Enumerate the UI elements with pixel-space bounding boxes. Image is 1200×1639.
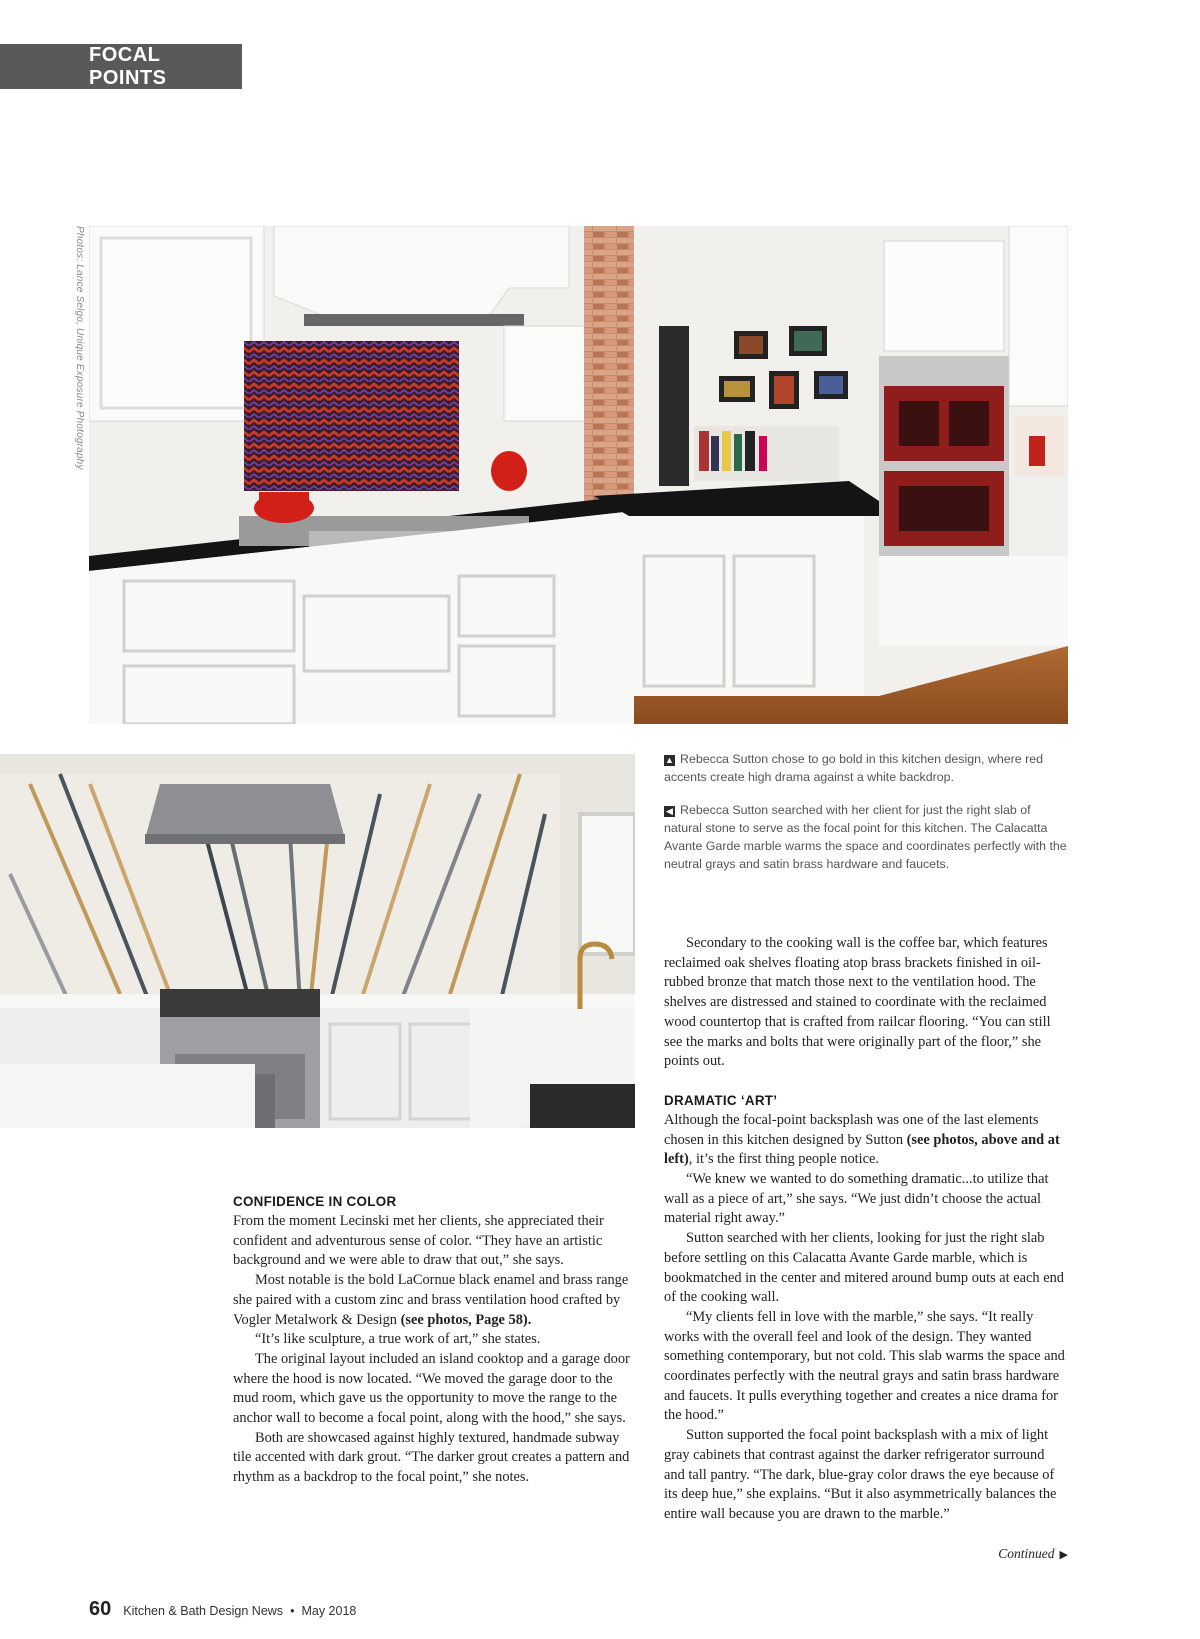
section-tab bbox=[0, 44, 242, 89]
subhead-confidence-in-color: CONFIDENCE IN COLOR bbox=[233, 1194, 397, 1209]
article-column-left bbox=[233, 1192, 631, 1488]
paragraph-text: , it’s the first thing people notice. bbox=[688, 1151, 880, 1168]
paragraph: “My clients fell in love with the marble,” she says. “It really works with the overall feel and look of the design. They wanted something contemporary, but not cold. This slab warms the space and coordinates perfectly with the neutral grays and satin brass hardware and faucets. It pulls everything together and creates a nice drama for the hood.” bbox=[664, 1308, 1065, 1424]
continued-link[interactable] bbox=[998, 1546, 1068, 1562]
publication-name: Kitchen & Bath Design News bbox=[123, 1604, 284, 1618]
paragraph bbox=[233, 1271, 631, 1330]
paragraph: From the moment Lecinski met her clients, she appreciated their confident and adventurous sense of color. “They have an artistic background and we were able to draw that out,” she says. bbox=[233, 1213, 604, 1269]
photo-captions bbox=[664, 750, 1068, 888]
paragraph: Sutton searched with her clients, looking for just the right slab before settling on this Calacatta Avante Garde marble, which is bookmatched in the center and mitered around bump outs at each end of the cooking wall. bbox=[664, 1230, 1065, 1306]
caption-top-photo bbox=[664, 750, 1068, 786]
kitchen-photo-red-accents-image bbox=[89, 226, 1068, 724]
up-arrow-icon: ▲ bbox=[665, 755, 674, 765]
issue-date: May 2018 bbox=[301, 1604, 357, 1618]
footer-separator: • bbox=[290, 1604, 295, 1618]
kitchen-photo-marble-image bbox=[0, 754, 635, 1128]
article-column-right bbox=[664, 934, 1068, 1525]
right-triangle-icon: ▶ bbox=[1059, 1549, 1068, 1561]
paragraph-text: Although the focal-point backsplash was one of the last elements chosen in this kitchen designed by Sutton bbox=[664, 1111, 1039, 1148]
photo-credit: Photos: Lance Selgo, Unique Exposure Photography bbox=[74, 226, 85, 470]
paragraph: “We knew we wanted to do something dramatic...to utilize that wall as a piece of art,” she says. “We just didn’t choose the actual material right away.” bbox=[664, 1171, 1049, 1227]
subhead-dramatic-art: DRAMATIC ‘ART’ bbox=[664, 1092, 778, 1108]
page-footer bbox=[89, 1598, 356, 1621]
caption-left-photo bbox=[664, 801, 1068, 873]
caption-text: Rebecca Sutton searched with her client for just the right slab of natural stone to serve as the focal point for this kitchen. The Calacatta Avante Garde marble warms the space and coordinates perfectly with the neutral grays and satin brass hardware and faucets. bbox=[664, 803, 1067, 871]
photo-reference: (see photos, Page 58). bbox=[400, 1311, 532, 1328]
paragraph: The original layout included an island cooktop and a garage door where the hood is now located. “We moved the garage door to the mud room, which gave us the opportunity to move the range to the anchor wall to become a focal point, along with the hood,” she says. bbox=[233, 1350, 630, 1427]
continued-label: Continued bbox=[998, 1546, 1055, 1561]
section-title: FOCAL POINTS bbox=[89, 43, 167, 89]
kitchen-photo-red-accents bbox=[89, 226, 1068, 724]
paragraph bbox=[664, 1111, 1068, 1170]
photo-reference: (see photos, above and at left) bbox=[664, 1131, 1060, 1168]
kitchen-photo-marble bbox=[0, 754, 635, 1128]
paragraph: “It’s like sculpture, a true work of art,” she states. bbox=[255, 1331, 541, 1348]
paragraph: Secondary to the cooking wall is the coffee bar, which features reclaimed oak shelves floating atop brass brackets finished in oil-rubbed bronze that match those next to the ventilation hood. The shelves are distressed and stained to coordinate with the reclaimed wood countertop that is crafted from railcar flooring. “You can still see the marks and bolts that were originally part of the floor,” she points out. bbox=[664, 935, 1051, 1070]
caption-text: Rebecca Sutton chose to go bold in this kitchen design, where red accents create high drama against a white backdrop. bbox=[664, 752, 1043, 784]
paragraph-gap bbox=[664, 1072, 1068, 1091]
paragraph: Both are showcased against highly textured, handmade subway tile accented with dark grout. “The darker grout creates a pattern and rhythm as a backdrop to the focal point,” she notes. bbox=[233, 1429, 630, 1486]
paragraph: Sutton supported the focal point backsplash with a mix of light gray cabinets that contrast against the darker refrigerator surround and tall pantry. “The dark, blue-gray color draws the eye because of its deep hue,” she explains. “But it also asymmetrically balances the entire wall because you are drawn to the marble.” bbox=[664, 1427, 1057, 1522]
page-number: 60 bbox=[89, 1598, 112, 1620]
left-arrow-icon: ◀ bbox=[664, 806, 675, 817]
paragraph-text: Most notable is the bold LaCornue black enamel and brass range she paired with a custom zinc and brass ventilation hood crafted by Vogler Metalwork & Design bbox=[233, 1272, 629, 1328]
